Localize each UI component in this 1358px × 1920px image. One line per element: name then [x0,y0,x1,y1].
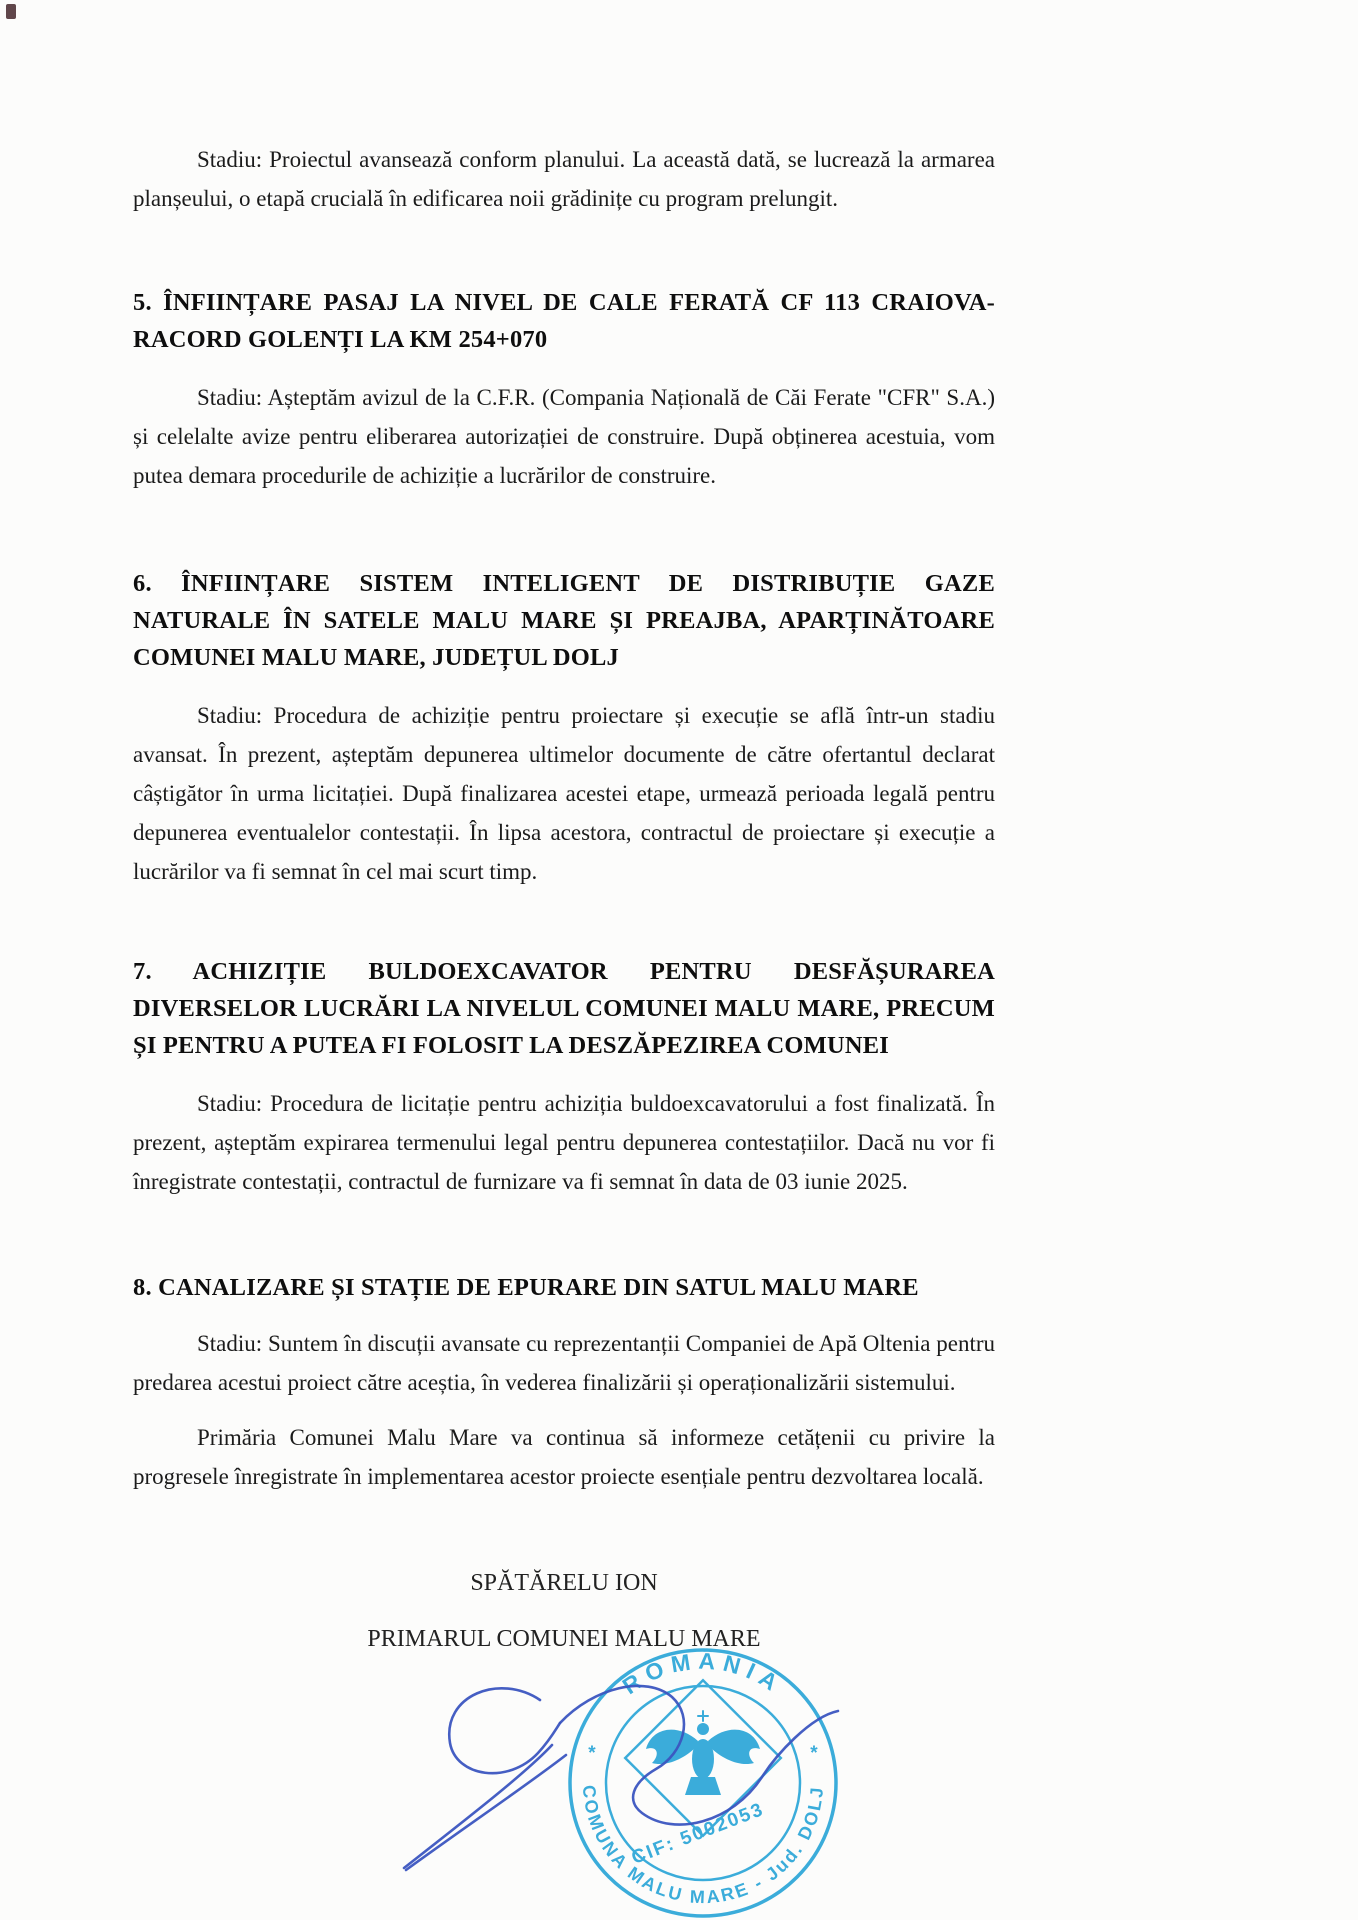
section-8-status-paragraph: Stadiu: Suntem în discuții avansate cu reprezentanții Companiei de Apă Oltenia pentru predarea acestui proiect către aceștia, în vederea finalizării și operaționalizării sistemului. [133,1331,995,1395]
section-8-heading: 8. CANALIZARE ȘI STAȚIE DE EPURARE DIN SATUL MALU MARE [133,1274,919,1301]
stamp-commune-textpath: COMUNA MALU MARE - Jud. DOLJ [578,1784,828,1908]
stamp-cif-text: CIF: 5002053 [628,1798,768,1869]
signature-stroke-tail [404,1745,552,1868]
section-7-status-paragraph: Stadiu: Procedura de licitație pentru achiziția buldoexcavatorului a fost finalizată. În prezent, așteptăm expirarea termenului legal pentru depunerea contestațiilor. Dacă nu vor fi înregistrate contestații, contractul de furnizare va fi semnat în data de 03 iunie 2025. [133,1091,995,1194]
signatory-title: PRIMARUL COMUNEI MALU MARE [367,1626,761,1652]
official-round-stamp [570,1647,836,1916]
section-5-status-paragraph: Stadiu: Așteptăm avizul de la C.F.R. (Compania Națională de Căi Ferate "CFR" S.A.) și celelalte avize pentru eliberarea autorizației de construire. După obținerea acestuia, vom putea demara procedurile de achiziție a lucrărilor de construire. [133,385,995,488]
handwritten-signature [404,1686,838,1870]
section-6-status-paragraph: Stadiu: Procedura de achiziție pentru proiectare și execuție se află într-un stadiu avansat. În prezent, așteptăm depunerea ultimelor documente de către ofertantul declarat câștigător în urma licitației. După finalizarea acestei etape, urmează perioada legală pentru depunerea eventualelor contestații. În lipsa acestora, contractul de proiectare și execuție a lucrărilor va fi semnat în cel mai scurt timp. [133,703,995,884]
stamp-country-text [618,1647,789,1700]
signatory-name: SPĂTĂRELU ION [470,1570,658,1596]
document-content [133,140,995,1654]
closing-paragraph: Primăria Comunei Malu Mare va continua să informeze cetățenii cu privire la progresele înregistrate în implementarea acestor proiecte esențiale pentru dezvoltarea locală. [133,1425,995,1489]
section-5-heading: 5. ÎNFIINȚARE PASAJ LA NIVEL DE CALE FERATĂ CF 113 CRAIOVA-RACORD GOLENȚI LA KM 254+070 [133,289,995,353]
stamp-country-textpath: ROMÂNIA [617,1647,789,1700]
section-6-heading: 6. ÎNFIINȚARE SISTEM INTELIGENT DE DISTRIBUȚIE GAZE NATURALE ÎN SATELE MALU MARE ȘI PREAJBA, APARȚINĂTOARE COMUNEI MALU MARE, JUDEȚUL DOLJ [133,570,995,671]
stamp-star-right-icon: * [810,1743,818,1764]
section-7-heading: 7. ACHIZIȚIE BULDOEXCAVATOR PENTRU DESFĂȘURAREA DIVERSELOR LUCRĂRI LA NIVELUL COMUNEI MALU MARE, PRECUM ȘI PENTRU A PUTEA FI FOLOSIT LA DESZĂPEZIREA COMUNEI [133,958,995,1059]
status-paragraph-intro: Stadiu: Proiectul avansează conform planului. La această dată, se lucrează la armarea planșeului, o etapă crucială în edificarea noii grădinițe cu program prelungit. [133,147,995,211]
scan-artifact [6,4,16,19]
coat-of-arms-eagle-icon [646,1711,760,1795]
stamp-commune-text [579,1784,827,1907]
signature-stroke-loop [449,1688,560,1773]
stamp-star-left-icon: * [588,1743,596,1764]
stamp-and-signature-area [380,1625,920,1920]
